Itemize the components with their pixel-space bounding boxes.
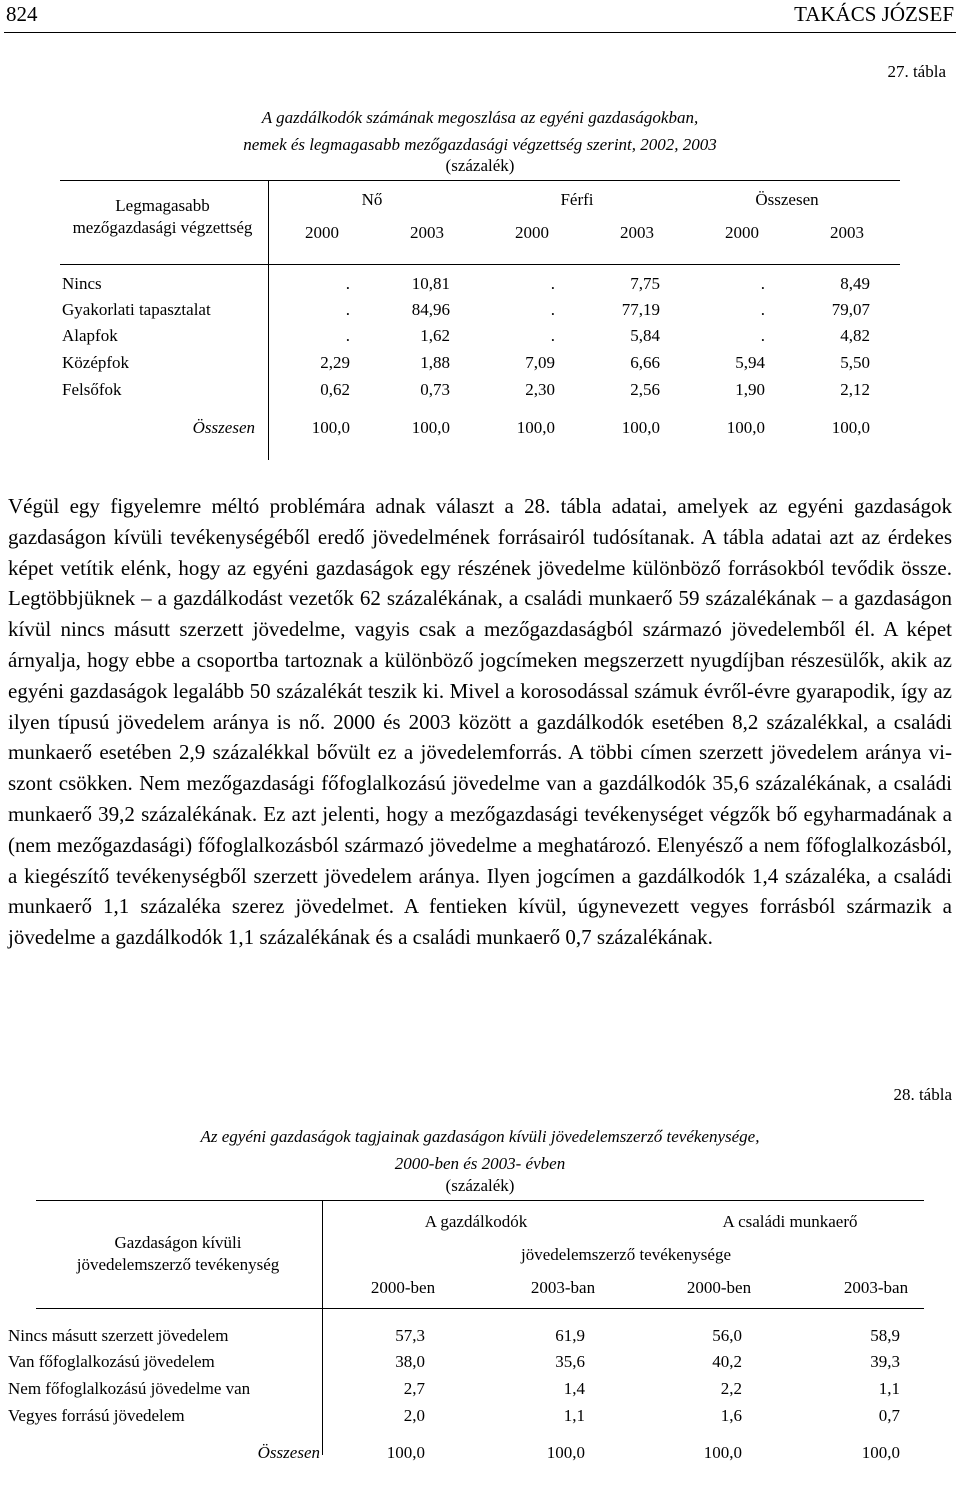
table27-cell: 1,90	[735, 380, 765, 399]
table27-year: 2003	[830, 223, 864, 242]
table27-cell: 0,62	[320, 380, 350, 399]
table27-row-label: Gyakorlati tapasztalat	[62, 300, 211, 319]
table27-total-cell: 100,0	[411, 418, 450, 437]
table27-cell: .	[760, 326, 765, 345]
table27-cell: .	[550, 326, 555, 345]
table27-year: 2003	[620, 223, 654, 242]
table27-cell: 1,62	[420, 326, 450, 345]
table28-cell: 1,1	[563, 1406, 585, 1425]
table27-cell: 8,49	[840, 274, 870, 293]
table27-cell: 5,94	[735, 353, 765, 372]
table27-row-label: Középfok	[62, 353, 130, 372]
table28-total-cell: 100,0	[703, 1443, 742, 1462]
table27-cell: 5,50	[840, 353, 870, 372]
table28-row-header-line2: jövedelemszerző tevékenység	[76, 1255, 280, 1274]
table27-year: 2003	[410, 223, 444, 242]
table28-unit: (százalék)	[445, 1176, 515, 1195]
table27-cell: 5,84	[630, 326, 660, 345]
table27-cell: 7,09	[525, 353, 555, 372]
table27-row-label: Alapfok	[62, 326, 118, 345]
table27-total-cell: 100,0	[311, 418, 350, 437]
page-number: 824	[6, 2, 38, 26]
table27-cell: 1,88	[420, 353, 450, 372]
table28-top-rule	[36, 1200, 924, 1201]
table27-cell: 10,81	[411, 274, 450, 293]
table28-cell: 1,6	[720, 1406, 742, 1425]
table28-cell: 39,3	[870, 1352, 900, 1371]
table27-title-line1: A gazdálkodók számának megoszlása az egyéni gazdaságokban,	[261, 108, 699, 127]
table27-cell: 2,56	[630, 380, 660, 399]
table27-cell: 84,96	[411, 300, 450, 319]
table27-cell: 6,66	[630, 353, 660, 372]
table28-year: 2000-ben	[370, 1278, 436, 1297]
running-header-author: TAKÁCS JÓZSEF	[794, 2, 954, 26]
table27-cell: 77,19	[621, 300, 660, 319]
table27-unit: (százalék)	[445, 156, 515, 175]
table27-total-cell: 100,0	[516, 418, 555, 437]
table27-cell: .	[345, 326, 350, 345]
table28-header-rule	[36, 1308, 924, 1309]
table28-title-line1: Az egyéni gazdaságok tagjainak gazdaságon kívüli jövedelemszerző tevékenysége,	[200, 1127, 760, 1146]
table27-row-label: Nincs	[62, 274, 102, 293]
table28-cell: 35,6	[555, 1352, 585, 1371]
table28-row-label: Vegyes forrású jövedelem	[8, 1406, 185, 1425]
table27-cell: .	[550, 300, 555, 319]
table27-cell: 2,12	[840, 380, 870, 399]
table28-cell: 2,7	[403, 1379, 425, 1398]
table28-cell: 61,9	[555, 1326, 585, 1345]
table28-cell: 0,7	[878, 1406, 900, 1425]
table27-row-header-line1: Legmagasabb	[115, 196, 210, 215]
table28-cell: 57,3	[395, 1326, 425, 1345]
table28-year: 2000-ben	[686, 1278, 752, 1297]
table27-group-female: Nő	[361, 190, 383, 209]
table27-cell: .	[345, 274, 350, 293]
table27-total-cell: 100,0	[831, 418, 870, 437]
table27-total-cell: 100,0	[726, 418, 765, 437]
table28-cell: 56,0	[712, 1326, 742, 1345]
table27-cell: 0,73	[420, 380, 450, 399]
table27-cell: 7,75	[630, 274, 660, 293]
table27-cell: 79,07	[831, 300, 870, 319]
table28-row-label: Nincs másutt szerzett jövedelem	[8, 1326, 229, 1345]
table27-cell: 2,29	[320, 353, 350, 372]
table27-year: 2000	[305, 223, 339, 242]
table27-title-line2: nemek és legmagasabb mezőgazdasági végzettség szerint, 2002, 2003	[243, 135, 717, 154]
table28-subheader: jövedelemszerző tevékenysége	[520, 1245, 732, 1264]
table27-cell: .	[550, 274, 555, 293]
table28-cell: 1,4	[563, 1379, 585, 1398]
table28-divider	[322, 1200, 323, 1455]
table27-label: 27. tábla	[887, 62, 946, 81]
table28-row-label: Van főfoglalkozású jövedelem	[8, 1352, 215, 1371]
table28-cell: 1,1	[878, 1379, 900, 1398]
table27-cell: .	[760, 274, 765, 293]
table28-total-label: Összesen	[257, 1443, 320, 1462]
table28-cell: 2,0	[403, 1406, 425, 1425]
table27-cell: 4,82	[840, 326, 870, 345]
table27-group-total: Összesen	[755, 190, 819, 209]
table27-top-rule	[60, 180, 900, 181]
table28-year: 2003-ban	[843, 1278, 909, 1297]
table27-cell: .	[345, 300, 350, 319]
table27-row-label: Felsőfok	[62, 380, 122, 399]
table28-group-family-labor: A családi munkaerő	[722, 1212, 858, 1231]
table28-cell: 2,2	[720, 1379, 742, 1398]
table27-year: 2000	[725, 223, 759, 242]
table28-row-label: Nem főfoglalkozású jövedelme van	[8, 1379, 251, 1398]
table28-total-cell: 100,0	[861, 1443, 900, 1462]
table27-header-rule	[60, 264, 900, 265]
table28-year: 2003-ban	[530, 1278, 596, 1297]
table28-cell: 38,0	[395, 1352, 425, 1371]
table27-group-male: Férfi	[560, 190, 594, 209]
header-rule	[4, 32, 956, 33]
table27-cell: .	[760, 300, 765, 319]
table28-cell: 40,2	[712, 1352, 742, 1371]
table28-row-header-line1: Gazdaságon kívüli	[114, 1233, 242, 1252]
table27-cell: 2,30	[525, 380, 555, 399]
table27-year: 2000	[515, 223, 549, 242]
table28-total-cell: 100,0	[546, 1443, 585, 1462]
table27-row-header-line2: mezőgazdasági végzettség	[72, 218, 253, 237]
table28-cell: 58,9	[870, 1326, 900, 1345]
table27-total-cell: 100,0	[621, 418, 660, 437]
table28-label: 28. tábla	[893, 1085, 952, 1104]
table28-group-farmers: A gazdálkodók	[424, 1212, 528, 1231]
body-paragraph: Végül egy figyelemre méltó problémára adnak választ a 28. tábla adatai, amelyek az egyéni gazdaságok gazdaságon kívüli tevékenységéből eredő jövedelmének forrásairól tudósítanak. A tábla adatai azt az érdekes képet vetítik elénk, hogy az egyéni gazdaságok egy részének jövedelme különböző forrásokból tevődik össze. Legtöbbjüknek – a gazdálkodást vezetők 62 százalékának, a családi munkaerő 59 százalékának – a gazdaságon kívül nincs másutt szerzett jövedelme, vagyis csak a mezőgazdaságból származó jövedelemből él. A képet árnyalja, hogy ebbe a csoportba tartoznak a különböző jogcímeken megszerzett nyugdíjban részesülők, akik az egyéni gazdaságok legalább 50 százalékát teszik ki. Mivel a korosodással számuk évről-évre gyarapodik, így az ilyen típusú jövedelem aránya is nő. 2000 és 2003 között a gazdálkodók esetében 8,2 százalékkal, a családi munkaerő esetében 2,9 százalékkal bővült ez a jövedelemforrás. A többi címen szerzett jövedelem aránya viszont csökken. Nem mezőgazdasági főfoglalkozású jövedelme van a gazdálkodók 35,6 százalékának, a családi munkaerő 39,2 százalékának. Ez azt jelenti, hogy a mezőgazdasági tevékenységet végzők bő egyharmadának a (nem mezőgazdasági) főfoglalkozásból származó jövedelme a meghatározó. Elenyésző a nem főfoglalkozásból, a kiegészítő tevékenységből szerzett jövedelem aránya. Ilyen jogcímen a gazdálkodók 1,4 százaléka, a családi munkaerő 1,1 százaléka szerez jövedelmet. A fentieken kívül, úgynevezett vegyes forrásból származik a jövedelme a gazdálkodók 1,1 százalékának és a családi munkaerő 0,7 százalékának.	[8, 494, 952, 950]
table28-title-line2: 2000-ben és 2003- évben	[394, 1154, 566, 1173]
table28-total-cell: 100,0	[386, 1443, 425, 1462]
table27-total-label: Összesen	[192, 418, 255, 437]
